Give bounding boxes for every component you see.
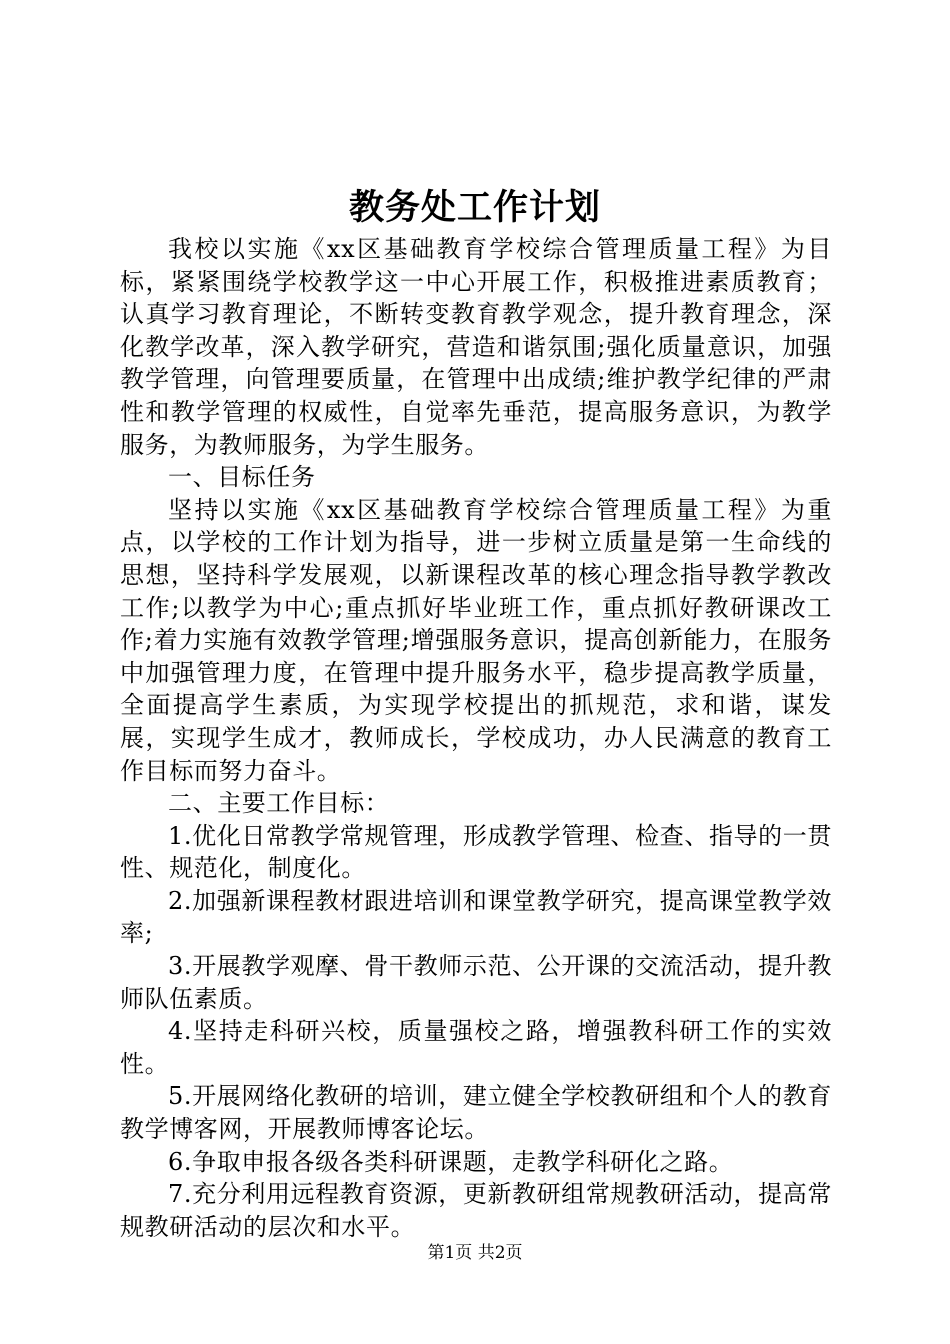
list-item-1: 1.优化日常教学常规管理，形成教学管理、检查、指导的一贯性、规范化，制度化。	[120, 821, 832, 883]
page-footer: 第1页 共2页	[427, 1243, 523, 1263]
document-title: 教务处工作计划	[348, 188, 601, 228]
goals-paragraph: 坚持以实施《xx区基础教育学校综合管理质量工程》为重点，以学校的工作计划为指导，进一步树立质量是第一生命线的思想，坚持科学发展观，以新课程改革的核心理念指导教学教改工作;以教学为中心;重点抓好毕业班工作，重点抓好教研课改工作;着力实施有效教学管理;增强服务意识，提高创新能力，在服务中加强管理力度，在管理中提升服务水平，稳步提高教学质量，全面提高学生素质，为实现学校提出的抓规范，求和谐，谋发展，实现学生成才，教师成长，学校成功，办人民满意的教育工作目标而努力奋斗。	[120, 495, 832, 785]
list-item-7: 7.充分利用远程教育资源，更新教研组常规教研活动，提高常规教研活动的层次和水平。	[120, 1180, 832, 1241]
intro-paragraph: 我校以实施《xx区基础教育学校综合管理质量工程》为目标，紧紧围绕学校教学这一中心开展工作，积极推进素质教育；认真学习教育理论，不断转变教育教学观念，提升教育理念，深化教学改革，深入教学研究，营造和谐氛围;强化质量意识，加强教学管理，向管理要质量，在管理中出成绩;维护教学纪律的严肃性和教学管理的权威性，自觉率先垂范，提高服务意识，为教学服务，为教师服务，为学生服务。	[120, 235, 832, 459]
list-item-5: 5.开展网络化教研的培训，建立健全学校教研组和个人的教育教学博客网，开展教师博客论坛。	[120, 1082, 832, 1144]
section-heading-main-goals: 二、主要工作目标：	[168, 789, 390, 818]
list-item-3: 3.开展教学观摩、骨干教师示范、公开课的交流活动，提升教师队伍素质。	[120, 952, 832, 1013]
section-heading-goals: 一、目标任务	[168, 463, 316, 492]
document-body	[120, 233, 832, 1243]
list-item-2: 2.加强新课程教材跟进培训和课堂教学研究，提高课堂教学效率;	[120, 886, 832, 948]
list-item-6: 6.争取申报各级各类科研课题，走教学科研化之路。	[168, 1147, 734, 1176]
list-item-4: 4.坚持走科研兴校，质量强校之路，增强教科研工作的实效性。	[120, 1017, 832, 1078]
